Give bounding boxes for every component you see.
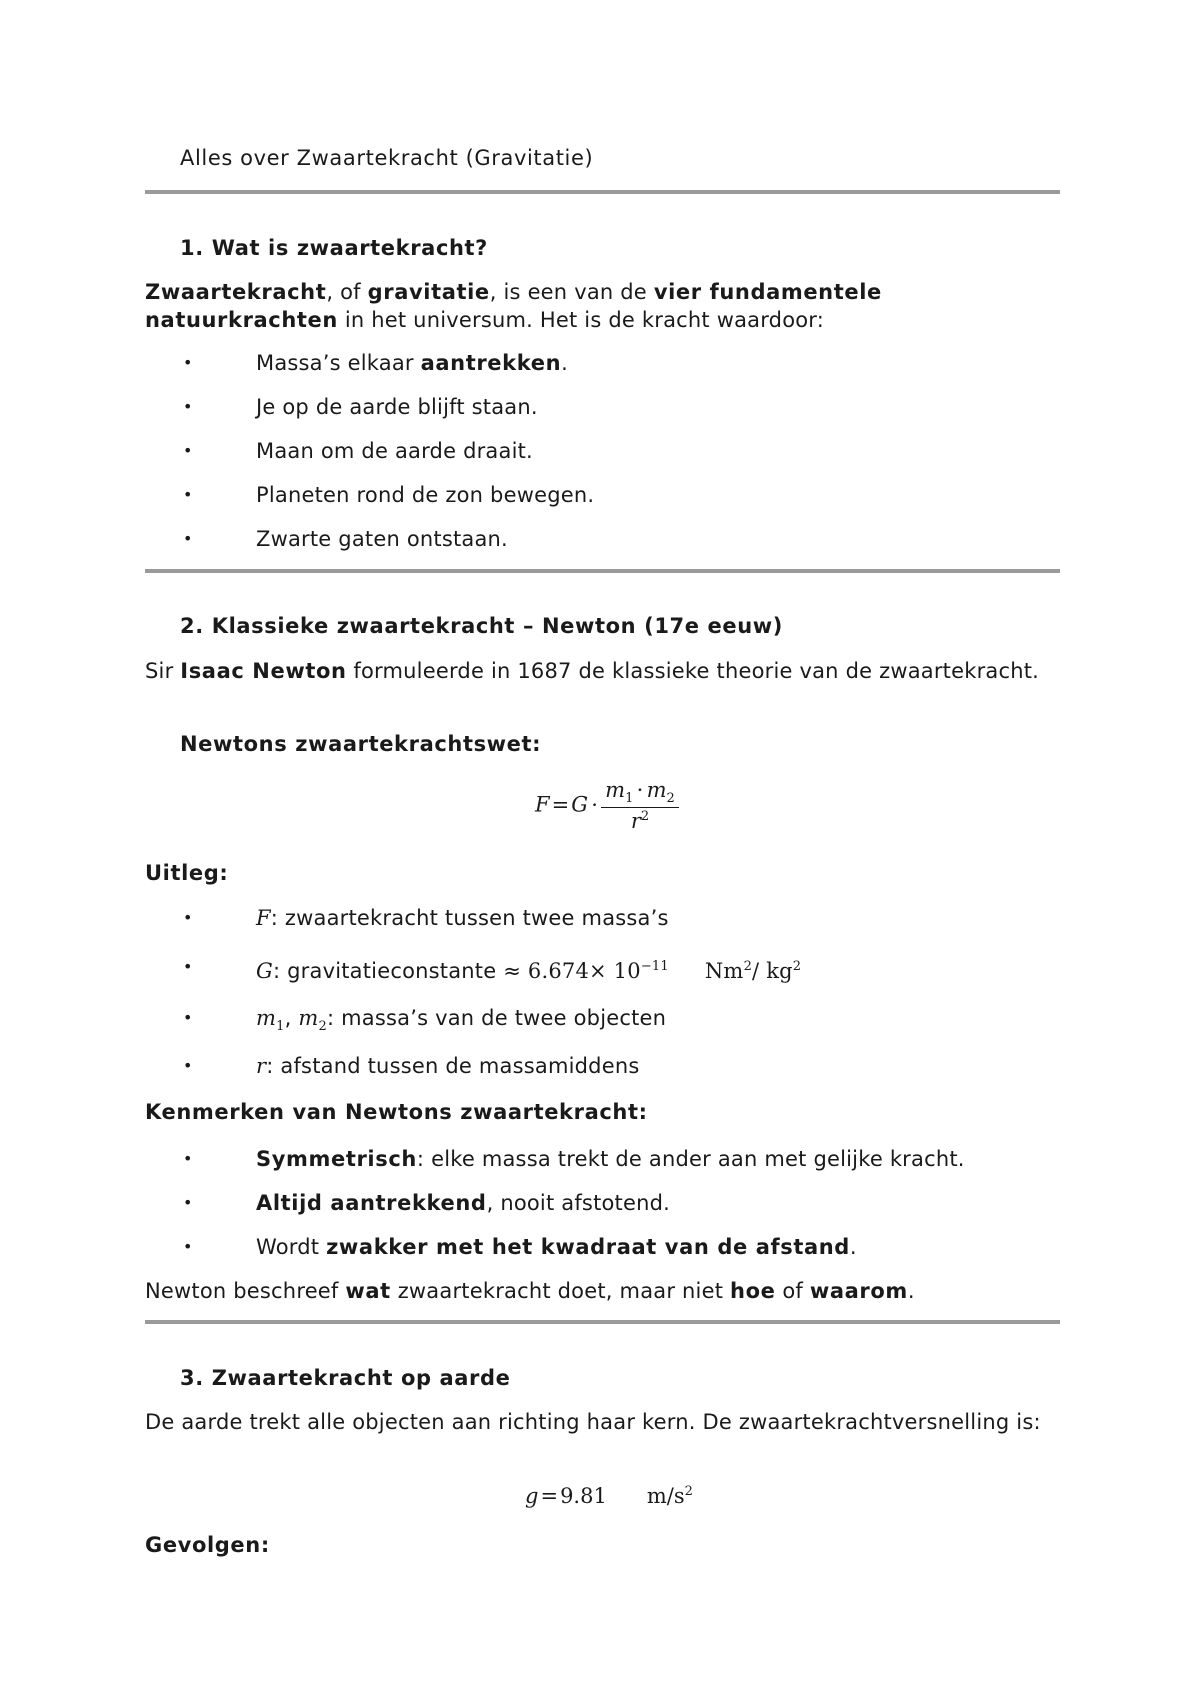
gevolgen-heading: Gevolgen:	[145, 1533, 270, 1557]
section-2-heading: 2. Klassieke zwaartekracht – Newton (17e eeuw)	[180, 614, 783, 638]
gravity-formula: g=9.81 $m/s^2$	[525, 1484, 693, 1508]
section-3-intro: De aarde trekt alle objecten aan richting haar kern. De zwaartekrachtversnelling is:	[145, 1410, 1041, 1434]
newton-formula: F=G ⋅ $\frac{m_1 \cdot m_2}{r^2}$	[535, 778, 679, 833]
uitleg-heading: Uitleg:	[145, 861, 229, 885]
section-divider	[145, 569, 1060, 573]
section-2-closing: Newton beschreef wat zwaartekracht doet, maar niet hoe of waarom.	[145, 1279, 915, 1303]
section-1-heading: 1. Wat is zwaartekracht?	[180, 236, 488, 260]
section-1-intro: Zwaartekracht, of gravitatie, is een van de vier fundamentele natuurkrachten in het universum. Het is de kracht waardoor:	[145, 280, 882, 332]
section-divider	[145, 190, 1060, 194]
section-3-heading: 3. Zwaartekracht op aarde	[180, 1366, 511, 1390]
newton-law-heading: Newtons zwaartekrachtswet:	[180, 732, 542, 756]
document-title: Alles over Zwaartekracht (Gravitatie)	[180, 146, 594, 170]
section-divider	[145, 1320, 1060, 1324]
section-2-intro: Sir Isaac Newton formuleerde in 1687 de klassieke theorie van de zwaartekracht.	[145, 659, 1040, 683]
kenmerken-heading: Kenmerken van Newtons zwaartekracht:	[145, 1100, 648, 1124]
